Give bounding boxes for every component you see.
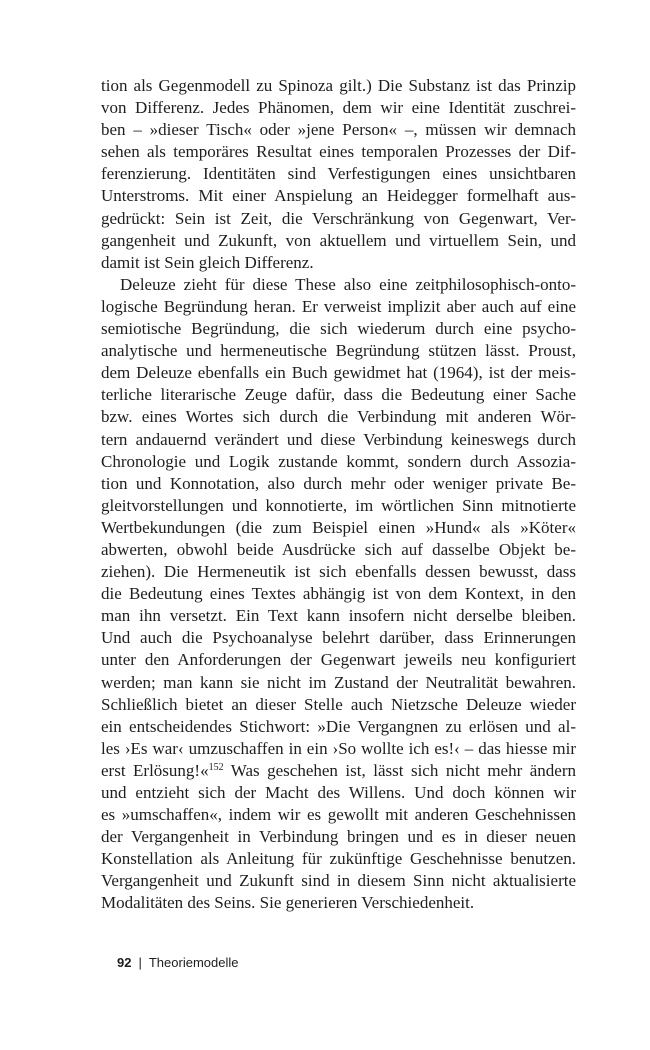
text-line: damit ist Sein gleich Differenz. bbox=[101, 252, 314, 272]
body-text bbox=[101, 75, 576, 915]
running-section-title: Theoriemodelle bbox=[148, 955, 239, 970]
text-line: logische Begründung heran. Er verweist implizit aber auch auf eine bbox=[101, 296, 576, 316]
footer-separator: | bbox=[138, 955, 142, 970]
text-line: unter den Anforderungen der Gegenwart jeweils neu konfiguriert bbox=[101, 650, 576, 670]
text-line: Modalitäten des Seins. Sie generieren Verschiedenheit. bbox=[101, 893, 475, 913]
text-line: bzw. eines Wortes sich durch die Verbindung mit anderen Wör- bbox=[101, 407, 576, 427]
text-line: dem Deleuze ebenfalls ein Buch gewidmet hat (1964), ist der meis- bbox=[101, 363, 576, 383]
text-line: analytische und hermeneutische Begründung stützen lässt. Proust, bbox=[101, 341, 576, 361]
text-line: sehen als temporäres Resultat eines temporalen Prozesses der Dif- bbox=[101, 142, 576, 162]
paragraph-1 bbox=[101, 75, 576, 274]
text-line: Unterstroms. Mit einer Anspielung an Heidegger formelhaft aus- bbox=[101, 186, 576, 206]
text-line: die Bedeutung eines Textes abhängig ist von dem Kontext, in den bbox=[101, 584, 576, 604]
text-line: es »umschaffen«, indem wir es gewollt mit anderen Geschehnissen bbox=[101, 805, 576, 825]
paragraph-2 bbox=[101, 274, 576, 915]
text-line: ben – »dieser Tisch« oder »jene Person« –, müssen wir demnach bbox=[101, 120, 576, 140]
page-number: 92 bbox=[117, 955, 132, 970]
text-line: ein entscheidendes Stichwort: »Die Vergangnen zu erlösen und al- bbox=[101, 716, 576, 736]
text-line: gangenheit und Zukunft, von aktuellem und virtuellem Sein, und bbox=[101, 230, 576, 250]
text-line: und entzieht sich der Macht des Willens. Und doch können wir bbox=[101, 783, 576, 802]
text-line: Wertbekundungen (die zum Beispiel einen »Hund« als »Köter« bbox=[101, 517, 576, 537]
text-line: les ›Es war‹ umzuschaffen in ein ›So wollte ich es!‹ – das hiesse mir bbox=[101, 738, 576, 758]
text-segment: Was geschehen ist, lässt sich nicht mehr ändern bbox=[223, 760, 576, 780]
text-line: semiotische Begründung, die sich wiederum durch eine psycho- bbox=[101, 319, 576, 339]
text-line: gleitvorstellungen und konnotierte, im wörtlichen Sinn mitnotierte bbox=[101, 495, 576, 515]
text-line: von Differenz. Jedes Phänomen, dem wir eine Identität zuschrei- bbox=[101, 98, 576, 118]
text-line: werden; man kann sie nicht im Zustand der Neutralität bewahren. bbox=[101, 672, 576, 692]
text-line: man ihn versetzt. Ein Text kann insofern nicht derselbe bleiben. bbox=[101, 606, 576, 626]
text-line-with-footnote bbox=[101, 760, 576, 782]
text-line: ferenzierung. Identitäten sind Verfestigungen eines unsichtbaren bbox=[101, 164, 576, 184]
text-line: Deleuze zieht für diese These also eine zeitphilosophisch-onto- bbox=[120, 274, 576, 294]
text-line: Und auch die Psychoanalyse belehrt darüber, dass Erinnerungen bbox=[101, 628, 576, 648]
page-footer bbox=[117, 955, 238, 970]
text-line: Vergangenheit und Zukunft sind in diesem Sinn nicht aktualisierte bbox=[101, 871, 576, 891]
text-line: Schließlich bietet an dieser Stelle auch Nietzsche Deleuze wieder bbox=[101, 694, 576, 714]
text-segment: erst Erlösung!« bbox=[101, 760, 209, 780]
text-line: tern andauernd verändert und diese Verbindung keineswegs durch bbox=[101, 429, 576, 449]
text-line: Konstellation als Anleitung für zukünftige Geschehnisse benutzen. bbox=[101, 849, 576, 869]
text-line: tion und Konnotation, also durch mehr oder weniger private Be- bbox=[101, 473, 576, 493]
text-line: abwerten, obwohl beide Ausdrücke sich auf dasselbe Objekt be- bbox=[101, 539, 576, 559]
text-line: terliche literarische Zeuge dafür, dass die Bedeutung einer Sache bbox=[101, 385, 576, 405]
text-line: tion als Gegenmodell zu Spinoza gilt.) Die Substanz ist das Prinzip bbox=[101, 76, 576, 95]
text-line: ziehen). Die Hermeneutik ist sich ebenfalls dessen bewusst, dass bbox=[101, 562, 576, 582]
text-line: der Vergangenheit in Verbindung bringen und es in dieser neuen bbox=[101, 827, 576, 847]
footnote-marker: 152 bbox=[208, 761, 224, 773]
text-line: gedrückt: Sein ist Zeit, die Verschränkung von Gegenwart, Ver- bbox=[101, 208, 576, 228]
text-line: Chronologie und Logik zustande kommt, sondern durch Assozia- bbox=[101, 451, 576, 471]
